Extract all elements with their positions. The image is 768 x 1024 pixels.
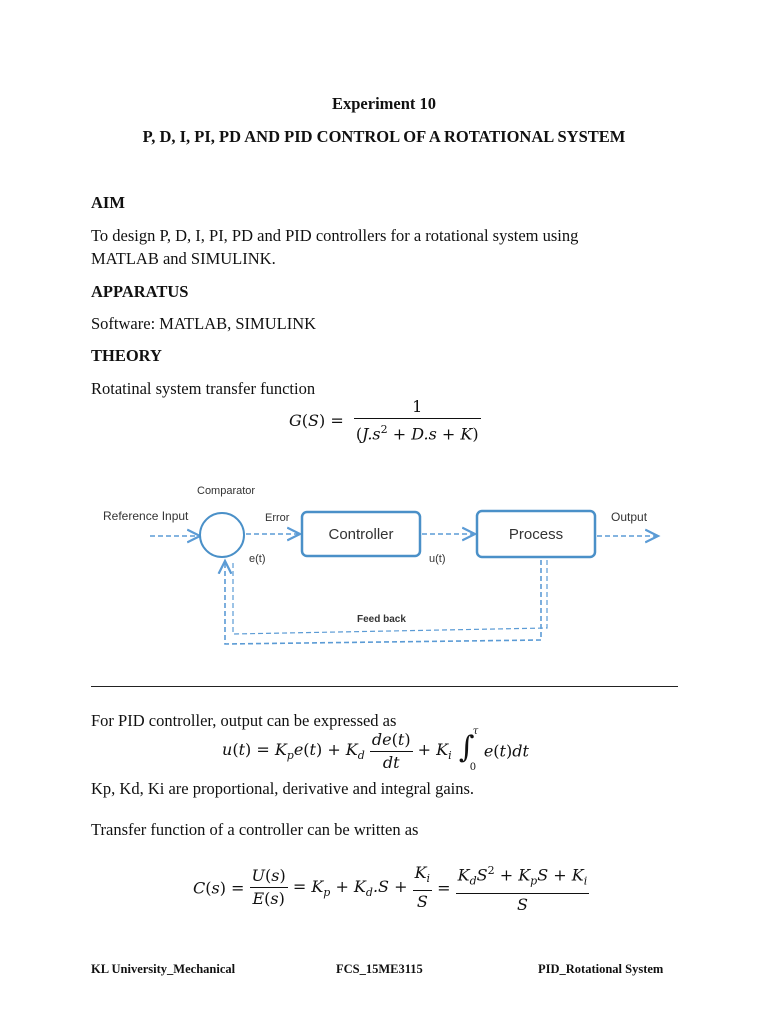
horizontal-divider: [91, 686, 678, 687]
pid-output-equation: $u(t) = K_pe(t) + K_d$ $\frac{de(t)}{dt}$ + $K_i$ ∫ τ 0 e(t)dt: [222, 726, 529, 773]
gains-description: Kp, Kd, Ki are proportional, derivative and integral gains.: [91, 779, 475, 798]
aim-heading: AIM: [91, 193, 125, 212]
block-diagram: [95, 478, 675, 650]
theory-heading: THEORY: [91, 346, 162, 365]
experiment-number: Experiment 10: [331, 94, 437, 113]
e-signal-label: e(t): [249, 553, 266, 565]
apparatus-heading: APPARATUS: [91, 282, 189, 301]
reference-input-label: Reference Input: [103, 509, 189, 523]
error-label: Error: [265, 512, 290, 524]
footer-right: PID_Rotational System: [538, 962, 664, 976]
aim-text-line2: MATLAB and SIMULINK.: [91, 249, 276, 268]
document-title: P, D, I, PI, PD AND PID CONTROL OF A ROTATIONAL SYSTEM: [142, 127, 626, 146]
feedback-label: Feed back: [357, 614, 406, 625]
tf-intro: Transfer function of a controller can be written as: [91, 820, 419, 839]
footer-center: FCS_15ME3115: [336, 962, 423, 976]
pid-intro: For PID controller, output can be expressed as: [91, 711, 397, 730]
aim-text-line1: To design P, D, I, PI, PD and PID controllers for a rotational system using: [91, 226, 579, 245]
controller-label: Controller: [328, 526, 394, 543]
comparator-label: Comparator: [197, 485, 256, 497]
output-label: Output: [611, 510, 648, 524]
process-label: Process: [508, 526, 564, 543]
theory-intro: Rotatinal system transfer function: [91, 379, 316, 398]
controller-tf-equation: C(s) = $\frac{U(s)}{E(s)}$ = $K_p + K_d.S$ + $\frac{K_i}{S}$ = $\frac{K_dS^2 + K_pS + K_i}{S}$: [193, 860, 589, 916]
apparatus-text: Software: MATLAB, SIMULINK: [91, 314, 317, 333]
comparator-circle: [200, 513, 244, 557]
u-signal-label: u(t): [429, 553, 446, 565]
footer-left: KL University_Mechanical: [91, 962, 236, 976]
transfer-function-equation: G(S) = $\frac{1}{(J.s^2 + D.s + K)}$: [289, 397, 479, 444]
